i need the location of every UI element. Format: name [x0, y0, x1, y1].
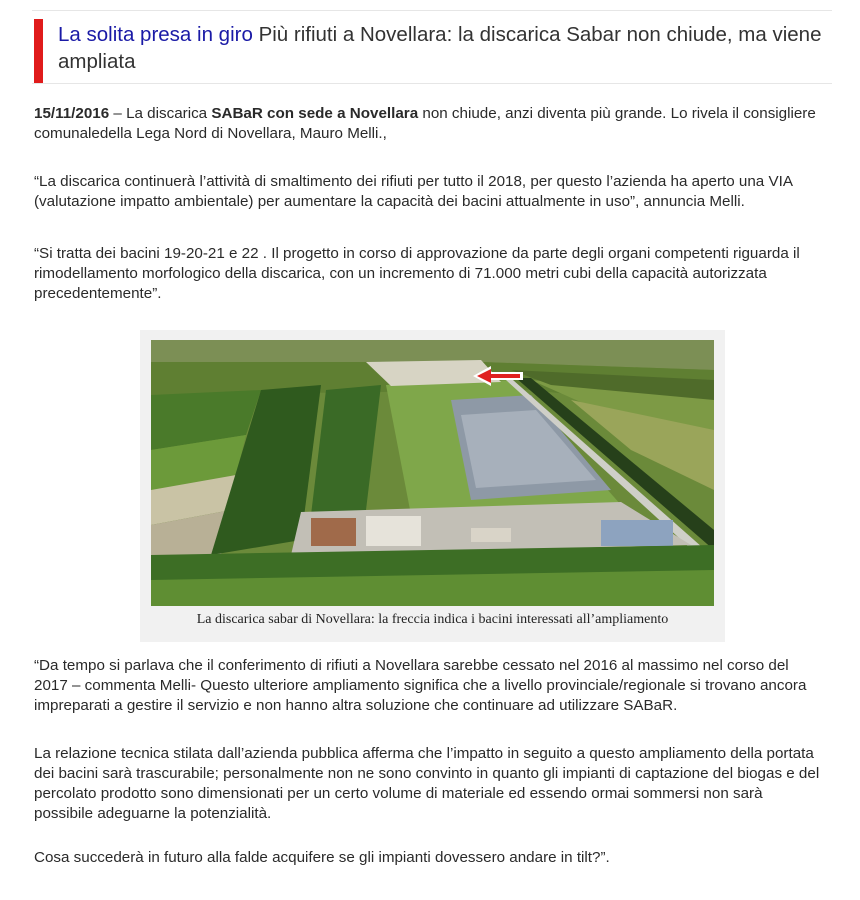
headline [58, 21, 828, 75]
article-date: 15/11/2016 [34, 105, 110, 122]
company-name: SABaR con sede a Novellara [211, 105, 419, 122]
headline-bar [32, 10, 832, 84]
paragraph-quote-5: Cosa succederà in futuro alla falde acquifere se gli impianti dovessero andare in tilt?”. [34, 849, 610, 866]
paragraph-quote-4: La relazione tecnica stilata dall’azienda pubblica afferma che l’impatto in seguito a questo ampliamento della portata dei bacini sarà trascurabile; personalmente non ne sono convinto in quanto gli impianti di captazione del biogas e del percolato prodotto sono dimensionati per un certo volume di materiale ed essendo ormai sommersi non sarà possibile adeguarne la potenzialità. [34, 745, 820, 822]
paragraph-quote-1: “La discarica continuerà l’attività di smaltimento dei rifiuti per tutto il 2018, per questo l’azienda ha aperto una VIA (valutazione impatto ambientale) per aumentare la capacità dei bacini attualmente in uso”, annuncia Melli. [34, 173, 793, 210]
headline-accent-bar [34, 19, 43, 83]
intro-rest: non chiude, anzi diventa più grande. Lo rivela il consigliere comunaledella Lega Nord di Novellara, Mauro Melli., [34, 105, 816, 142]
aerial-landfill-image [151, 340, 714, 606]
category-link[interactable]: La solita presa in giro [58, 23, 253, 46]
article-figure [140, 330, 725, 642]
headline-text: Più rifiuti a Novellara: la discarica Sabar non chiude, ma viene ampliata [58, 23, 822, 73]
aerial-photo [151, 340, 714, 606]
intro-dash: – La discarica [109, 105, 212, 122]
paragraph-intro [34, 104, 824, 144]
figure-caption: La discarica sabar di Novellara: la freccia indica i bacini interessati all’ampliamento [196, 612, 669, 627]
paragraph-quote-2: “Si tratta dei bacini 19-20-21 e 22 . Il progetto in corso di approvazione da parte degli organi competenti riguarda il rimodellamento morfologico della discarica, con un incremento di 71.000 metri cubi della capacità autorizzata precedentemente”. [34, 245, 800, 302]
paragraph-quote-3: “Da tempo si parlava che il conferimento di rifiuti a Novellara sarebbe cessato nel 2016 al massimo nel corso del 2017 – commenta Melli- Questo ulteriore ampliamento significa che a livello provinciale/regionale si trovano ancora impreparati a gestire il servizio e non hanno altra soluzione che continuare ad utilizzare SABaR. [34, 657, 807, 714]
